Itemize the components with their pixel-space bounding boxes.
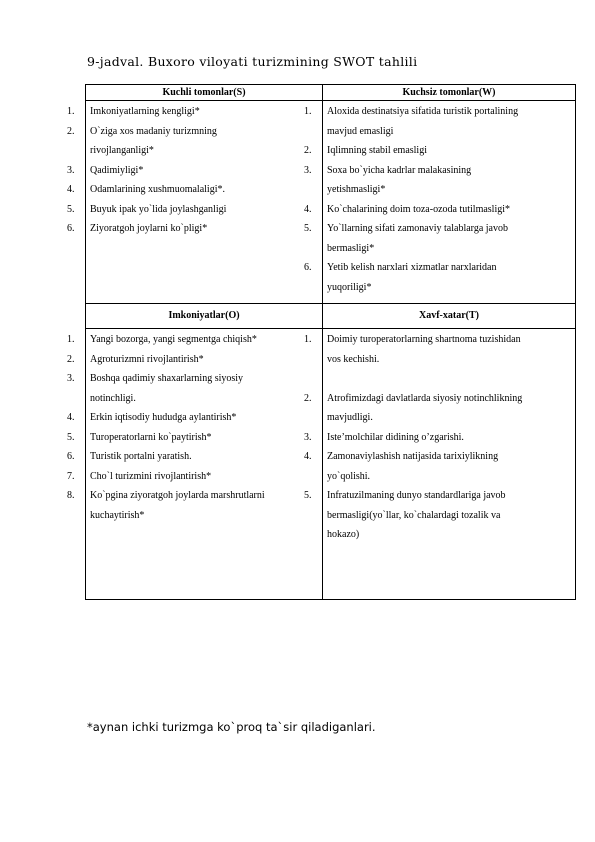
item-text: Yetib kelish narxlari xizmatlar narxlaridan (327, 262, 497, 273)
threats-header: Xavf-xatar(T) (323, 304, 576, 329)
item-number: 1. (304, 334, 312, 345)
item-number: 6. (67, 451, 75, 462)
list-item-line (67, 408, 318, 428)
item-text: Yo`llarning sifati zamonaviy talablarga javob (327, 223, 508, 234)
list-item-line (304, 200, 571, 220)
list-item-line (304, 258, 571, 278)
item-text: yetishmasligi* (327, 184, 386, 195)
item-number: 4. (67, 412, 75, 423)
item-text: vos kechishi. (327, 353, 380, 365)
item-number: 2. (304, 392, 312, 404)
list-item-line (90, 506, 318, 526)
item-text: Iste’molchilar didining o’zgarishi. (327, 431, 464, 443)
list-item-line (67, 161, 318, 181)
threats-cell (304, 329, 576, 600)
list-item-line (90, 141, 318, 161)
item-text: Aloxida destinatsiya sifatida turistik portalining (327, 106, 519, 117)
list-item-line (67, 219, 318, 239)
list-item-line (67, 330, 318, 350)
list-item-line (327, 278, 571, 298)
item-text: Erkin iqtisodiy hududga aylantirish* (90, 412, 237, 423)
list-item-line (327, 525, 571, 545)
item-number: 3. (304, 164, 312, 176)
header-row-sw (86, 85, 576, 101)
item-text: Agroturizmni rivojlantirish* (90, 353, 204, 365)
list-item-line (304, 447, 571, 467)
item-number: 6. (304, 262, 312, 273)
weaknesses-list (304, 101, 575, 297)
strengths-list (67, 101, 322, 239)
strengths-cell (67, 101, 323, 304)
list-item-line (67, 369, 318, 389)
list-item-line (327, 506, 571, 526)
item-number: 6. (67, 223, 75, 234)
strengths-header: Kuchli tomonlar(S) (86, 85, 323, 101)
item-text: Imkoniyatlarning kengligi* (90, 106, 200, 117)
item-number: 4. (304, 451, 312, 462)
opportunities-header: Imkoniyatlar(O) (86, 304, 323, 329)
item-number: 3. (67, 373, 75, 384)
list-item-line (67, 200, 318, 220)
item-number: 8. (67, 490, 75, 501)
item-number: 2. (67, 125, 75, 137)
item-text: Soxa bo`yicha kadrlar malakasining (327, 164, 472, 176)
item-text: Zamonaviylashish natijasida tarixiylikning (327, 451, 499, 462)
item-number: 1. (304, 106, 312, 117)
list-item-line (304, 219, 571, 239)
list-item-line (327, 467, 571, 487)
item-text: Odamlarining xushmuomalaligi*. (90, 184, 225, 195)
item-text: Ko`pgina ziyoratgoh joylarda marshrutlarni (90, 490, 265, 501)
list-item-line (327, 408, 571, 428)
spacer (327, 369, 571, 389)
item-text: Turistik portalni yaratish. (90, 451, 192, 462)
item-text: yo`qolishi. (327, 470, 371, 482)
list-item-line (67, 122, 318, 142)
list-item-line (327, 122, 571, 142)
item-text: mavjudligi. (327, 412, 373, 423)
opportunities-cell (67, 329, 323, 600)
item-number: 3. (67, 164, 75, 176)
item-text: Atrofimizdagi davlatlarda siyosiy notinchlikning (327, 392, 523, 404)
list-item-line (327, 180, 571, 200)
item-text: Doimiy turoperatorlarning shartnoma tuzishidan (327, 334, 521, 345)
item-text: Infratuzilmaning dunyo standardlariga javob (327, 490, 506, 501)
item-text: O`ziga xos madaniy turizmning (90, 125, 217, 137)
item-text: Iqlimning stabil emasligi (327, 145, 427, 156)
item-number: 5. (304, 490, 312, 501)
item-text: Ziyoratgoh joylarni ko`pligi* (90, 223, 208, 234)
list-item-line (67, 180, 318, 200)
item-number: 1. (67, 334, 75, 345)
item-text: mavjud emasligi (327, 125, 394, 137)
item-number: 4. (67, 184, 75, 195)
item-number: 7. (67, 470, 75, 482)
threats-list (304, 329, 575, 545)
header-row-ot (86, 304, 576, 329)
list-item-line (304, 330, 571, 350)
list-item-line (67, 447, 318, 467)
list-item-line (304, 486, 571, 506)
item-number: 1. (67, 106, 75, 117)
table-title: 9-jadval. Buxoro viloyati turizmining SWOT tahlili (87, 54, 418, 69)
item-text: Buyuk ipak yo`lida joylashganligi (90, 203, 227, 215)
list-item-line (304, 102, 571, 122)
item-number: 2. (304, 145, 312, 156)
item-text: Boshqa qadimiy shaxarlarning siyosiy (90, 373, 244, 384)
swot-table (67, 84, 576, 600)
item-text: Qadimiyligi* (90, 164, 144, 176)
item-number: 5. (67, 431, 75, 443)
content-row-ot (86, 329, 576, 600)
item-text: bermasligi(yo`llar, ko`chalardagi tozalik va (327, 509, 501, 521)
item-text: Ko`chalarining doim toza-ozoda tutilmasligi* (327, 203, 511, 215)
item-text: Yangi bozorga, yangi segmentga chiqish* (90, 334, 257, 345)
item-number: 4. (304, 203, 312, 215)
item-text: hokazo) (327, 529, 360, 540)
item-text: kuchaytirish* (90, 509, 145, 521)
weaknesses-header: Kuchsiz tomonlar(W) (323, 85, 576, 101)
item-number: 5. (304, 223, 312, 234)
list-item-line (304, 428, 571, 448)
item-text: rivojlanganligi* (90, 145, 154, 156)
weaknesses-cell (304, 101, 576, 304)
item-number: 3. (304, 431, 312, 443)
list-item-line (327, 350, 571, 370)
item-text: Turoperatorlarni ko`paytirish* (90, 431, 212, 443)
item-text: Cho`l turizmini rivojlantirish* (90, 470, 212, 482)
opportunities-list (67, 329, 322, 525)
item-number: 2. (67, 353, 75, 365)
list-item-line (67, 102, 318, 122)
list-item-line (67, 467, 318, 487)
footnote: *aynan ichki turizmga ko`proq ta`sir qiladiganlari. (87, 720, 376, 734)
list-item-line (304, 389, 571, 409)
list-item-line (304, 141, 571, 161)
list-item-line (67, 486, 318, 506)
list-item-line (67, 428, 318, 448)
list-item-line (327, 239, 571, 259)
list-item-line (304, 161, 571, 181)
item-text: notinchligi. (90, 392, 136, 404)
content-row-sw (86, 101, 576, 304)
item-text: yuqoriligi* (327, 281, 372, 293)
item-text: bermasligi* (327, 242, 375, 254)
item-number: 5. (67, 203, 75, 215)
list-item-line (67, 350, 318, 370)
list-item-line (90, 389, 318, 409)
